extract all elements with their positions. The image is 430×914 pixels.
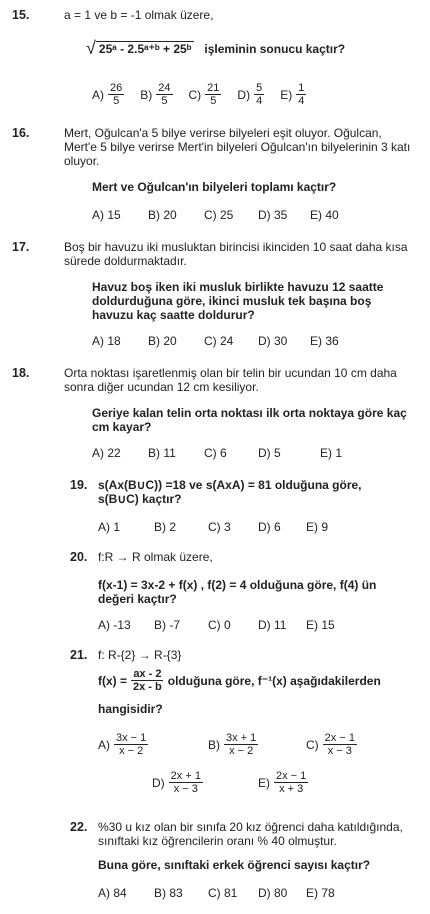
- option-c[interactable]: C) $\frac{2x - 1}{x - 3}$: [306, 732, 355, 757]
- answer-options: [92, 446, 422, 460]
- option-a[interactable]: A) 22: [92, 446, 121, 460]
- option-e[interactable]: E) 78: [306, 886, 335, 900]
- option-e[interactable]: E) 1: [320, 446, 343, 460]
- option-b[interactable]: B) 83: [154, 886, 183, 900]
- question-stem: Orta noktası işaretlenmiş olan bir telin bir ucundan 10 cm daha sonra diğer ucundan 12 cm kesiliyor.: [64, 366, 397, 394]
- option-d[interactable]: D) $\frac{5}{4}$: [237, 82, 263, 107]
- option-b[interactable]: B) $\frac{3x + 1}{x - 2}$: [208, 732, 257, 757]
- option-c[interactable]: C) $\frac{21}{5}$: [188, 82, 220, 107]
- question-number: 22.: [70, 820, 88, 834]
- option-c[interactable]: C) 81: [208, 886, 238, 900]
- option-c[interactable]: C) 0: [208, 618, 231, 632]
- answer-options: [98, 618, 428, 632]
- option-a[interactable]: A) 84: [98, 886, 127, 900]
- question-stem: Mert, Oğulcan'a 5 bilye verirse bilyeleri eşit oluyor. Oğulcan, Mert'e 5 bilye verirse Mert'in bilyeleri Oğulcan'ın bilyelerinin 3 katı oluyor.: [64, 126, 411, 168]
- option-b[interactable]: B) 2: [154, 520, 177, 534]
- answer-options: [92, 334, 422, 348]
- option-b[interactable]: B) 20: [148, 334, 177, 348]
- fx-lhs: f(x) =: [98, 673, 128, 688]
- question-stem: f: R-{2} → R-{3}: [98, 648, 182, 662]
- question-number: 18.: [12, 366, 30, 380]
- answer-options: [98, 886, 428, 900]
- option-e[interactable]: E) $\frac{1}{4}$: [280, 82, 305, 107]
- question-number: 21.: [70, 648, 88, 662]
- answer-options: [92, 208, 422, 222]
- option-d[interactable]: D) $\frac{2x + 1}{x - 3}$: [152, 770, 201, 795]
- option-c[interactable]: C) 25: [204, 208, 234, 222]
- option-a[interactable]: A) 15: [92, 208, 121, 222]
- question-number: 20.: [70, 550, 88, 564]
- option-c[interactable]: C) 24: [204, 334, 234, 348]
- option-c[interactable]: C) 3: [208, 520, 231, 534]
- option-e[interactable]: E) 9: [306, 520, 329, 534]
- question-text: Geriye kalan telin orta noktası ilk orta noktaya göre kaç cm kayar?: [92, 406, 407, 434]
- radical-sign: √: [86, 38, 96, 58]
- question-stem: a = 1 ve b = -1 olmak üzere,: [64, 8, 214, 22]
- option-b[interactable]: B) $\frac{24}{5}$: [140, 82, 171, 107]
- option-a[interactable]: A) 18: [92, 334, 121, 348]
- option-d[interactable]: D) 30: [258, 334, 288, 348]
- question-text: Havuz boş iken iki musluk birlikte havuzu 12 saatte doldurduğuna göre, ikinci musluk tek başına boş havuzu kaç saatte doldurur?: [92, 280, 384, 322]
- question-number: 15.: [12, 8, 30, 22]
- question-text: olduğuna göre, f⁻¹(x) aşağıdakilerden: [167, 673, 381, 688]
- option-a[interactable]: A) -13: [98, 618, 131, 632]
- option-b[interactable]: B) -7: [154, 618, 181, 632]
- option-c[interactable]: C) 6: [204, 446, 227, 460]
- option-d[interactable]: D) 35: [258, 208, 288, 222]
- radicand: 25ᵃ - 2.5ᵃ⁺ᵇ + 25ᵇ: [96, 41, 195, 56]
- question-text: Mert ve Oğulcan'ın bilyeleri toplamı kaçtır?: [92, 180, 337, 194]
- option-d[interactable]: D) 6: [258, 520, 281, 534]
- question-text: işleminin sonucu kaçtır?: [204, 41, 346, 56]
- option-a[interactable]: A) $\frac{3x - 1}{x - 2}$: [98, 732, 147, 757]
- question-stem: f:R → R olmak üzere,: [98, 550, 213, 564]
- option-e[interactable]: E) $\frac{2x - 1}{x + 3}$: [258, 770, 307, 795]
- question-text: Buna göre, sınıftaki erkek öğrenci sayısı kaçtır?: [98, 858, 371, 872]
- question-number: 19.: [70, 478, 88, 492]
- option-b[interactable]: B) 20: [148, 208, 177, 222]
- option-a[interactable]: A) $\frac{26}{5}$: [92, 82, 123, 107]
- function-definition: [98, 668, 381, 693]
- question-text: s(Ax(B∪C)) =18 ve s(AxA) = 81 olduğuna göre, s(B∪C) kaçtır?: [98, 478, 362, 506]
- option-e[interactable]: E) 15: [306, 618, 335, 632]
- fx-fraction: $\frac{ax - 2}{2x - b}$: [133, 668, 162, 693]
- option-d[interactable]: D) 80: [258, 886, 288, 900]
- question-number: 16.: [12, 126, 30, 140]
- answer-options: [98, 520, 428, 534]
- option-e[interactable]: E) 36: [310, 334, 339, 348]
- expression: [86, 38, 345, 59]
- question-stem: %30 u kız olan bir sınıfa 20 kız öğrenci daha katıldığında, sınıftaki kız öğrencilerin oranı % 40 olmuştur.: [98, 820, 403, 848]
- option-b[interactable]: B) 11: [148, 446, 176, 460]
- answer-options: [92, 82, 422, 107]
- question-text: f(x-1) = 3x-2 + f(x) , f(2) = 4 olduğuna göre, f(4) ün değeri kaçtır?: [98, 578, 377, 606]
- option-d[interactable]: D) 5: [258, 446, 281, 460]
- question-stem: Boş bir havuzu iki musluktan birincisi ikinciden 10 saat daha kısa sürede doldurmaktadır.: [64, 240, 408, 268]
- question-text-line2: hangisidir?: [98, 702, 163, 716]
- option-d[interactable]: D) 11: [258, 618, 287, 632]
- option-e[interactable]: E) 40: [310, 208, 339, 222]
- option-a[interactable]: A) 1: [98, 520, 121, 534]
- question-number: 17.: [12, 240, 30, 254]
